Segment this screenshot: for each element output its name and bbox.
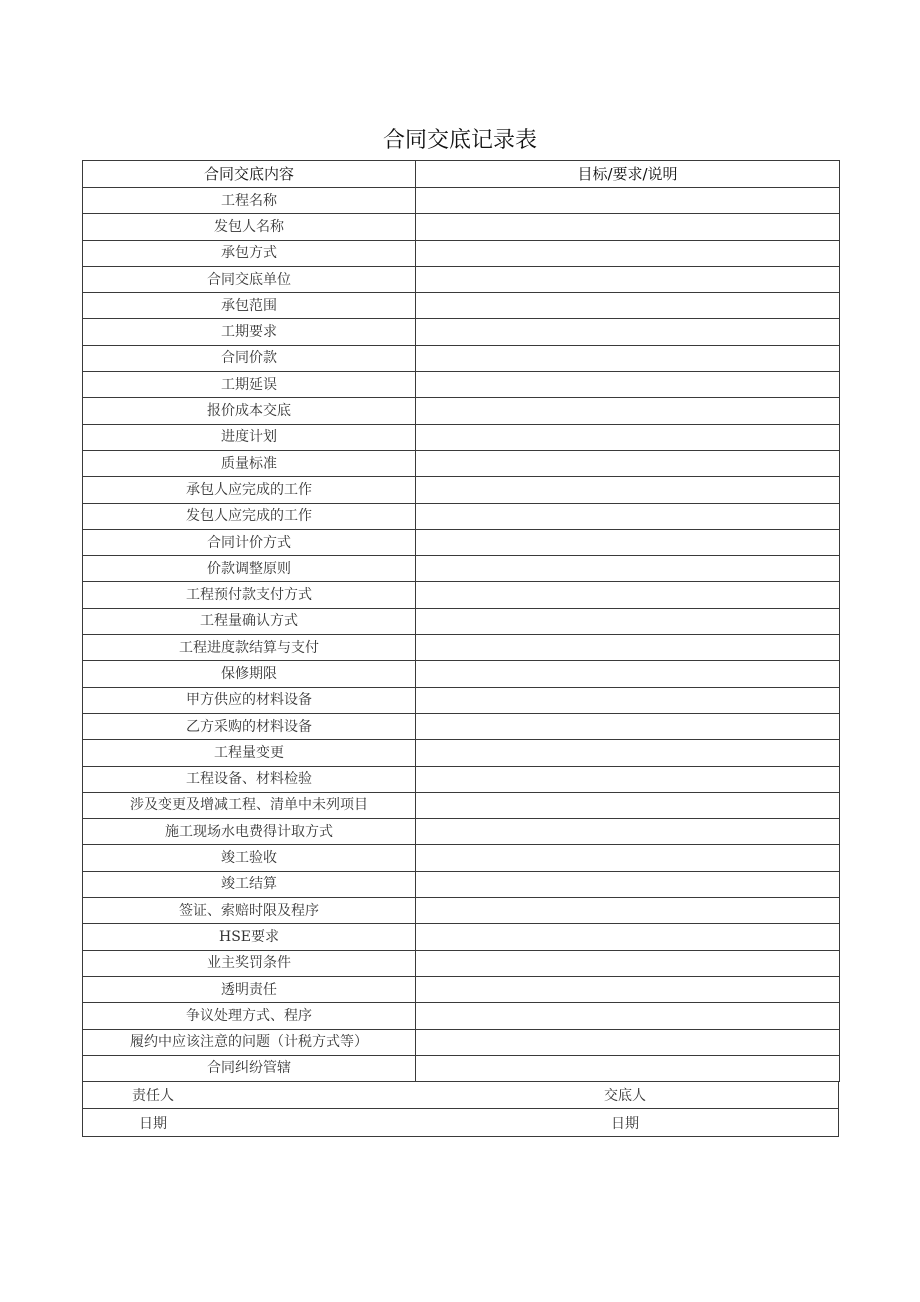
- table-row: [83, 871, 840, 897]
- row-item-label: 合同交底单位: [83, 266, 416, 292]
- row-item-label: 甲方供应的材料设备: [83, 687, 416, 713]
- signoff-row-date: [83, 1109, 839, 1137]
- row-item-value[interactable]: [416, 293, 840, 319]
- table-row: [83, 1055, 840, 1081]
- row-item-label: 发包人名称: [83, 214, 416, 240]
- table-row: [83, 713, 840, 739]
- row-item-value[interactable]: [416, 950, 840, 976]
- row-item-value[interactable]: [416, 477, 840, 503]
- table-row: [83, 556, 840, 582]
- row-item-value[interactable]: [416, 819, 840, 845]
- row-item-value[interactable]: [416, 214, 840, 240]
- row-item-label: 合同价款: [83, 345, 416, 371]
- table-row: [83, 503, 840, 529]
- row-item-label: 竣工验收: [83, 845, 416, 871]
- row-item-value[interactable]: [416, 398, 840, 424]
- row-item-label: 涉及变更及增减工程、清单中未列项目: [83, 792, 416, 818]
- table-row: [83, 345, 840, 371]
- row-item-value[interactable]: [416, 1055, 840, 1081]
- row-item-value[interactable]: [416, 266, 840, 292]
- row-item-label: 工程名称: [83, 188, 416, 214]
- table-row: [83, 976, 840, 1002]
- row-item-value[interactable]: [416, 372, 840, 398]
- header-goal-column: 目标/要求/说明: [416, 161, 840, 188]
- row-item-label: 竣工结算: [83, 871, 416, 897]
- table-row: [83, 582, 840, 608]
- table-row: [83, 687, 840, 713]
- table-row: [83, 319, 840, 345]
- row-item-label: 工期要求: [83, 319, 416, 345]
- row-item-value[interactable]: [416, 503, 840, 529]
- row-item-label: 质量标准: [83, 450, 416, 476]
- row-item-value[interactable]: [416, 582, 840, 608]
- row-item-value[interactable]: [416, 345, 840, 371]
- table-row: [83, 635, 840, 661]
- table-row: [83, 766, 840, 792]
- row-item-label: HSE要求: [83, 924, 416, 950]
- table-row: [83, 372, 840, 398]
- table-row: [83, 792, 840, 818]
- table-row: [83, 950, 840, 976]
- table-row: [83, 608, 840, 634]
- row-item-value[interactable]: [416, 608, 840, 634]
- row-item-label: 工程预付款支付方式: [83, 582, 416, 608]
- header-content-column: 合同交底内容: [83, 161, 416, 188]
- row-item-value[interactable]: [416, 450, 840, 476]
- table-row: [83, 266, 840, 292]
- row-item-label: 承包人应完成的工作: [83, 477, 416, 503]
- row-item-label: 履约中应该注意的问题（计税方式等）: [83, 1029, 416, 1055]
- row-item-value[interactable]: [416, 240, 840, 266]
- row-item-value[interactable]: [416, 635, 840, 661]
- signoff-table: [82, 1081, 839, 1137]
- row-item-value[interactable]: [416, 740, 840, 766]
- row-item-value[interactable]: [416, 661, 840, 687]
- row-item-label: 工程量确认方式: [83, 608, 416, 634]
- row-item-label: 乙方采购的材料设备: [83, 713, 416, 739]
- table-row: [83, 1029, 840, 1055]
- row-item-value[interactable]: [416, 792, 840, 818]
- row-item-label: 合同纠纷管辖: [83, 1055, 416, 1081]
- row-item-value[interactable]: [416, 898, 840, 924]
- row-item-label: 工程进度款结算与支付: [83, 635, 416, 661]
- table-row: [83, 188, 840, 214]
- responsible-person-label: 责任人: [132, 1087, 174, 1104]
- table-row: [83, 240, 840, 266]
- table-row: [83, 529, 840, 555]
- table-row: [83, 424, 840, 450]
- row-item-label: 业主奖罚条件: [83, 950, 416, 976]
- row-item-label: 施工现场水电费得计取方式: [83, 819, 416, 845]
- row-item-label: 承包方式: [83, 240, 416, 266]
- row-item-value[interactable]: [416, 529, 840, 555]
- row-item-value[interactable]: [416, 319, 840, 345]
- table-row: [83, 293, 840, 319]
- table-header-row: [83, 161, 840, 188]
- row-item-label: 保修期限: [83, 661, 416, 687]
- table-row: [83, 924, 840, 950]
- table-row: [83, 661, 840, 687]
- date-label-right: 日期: [611, 1115, 639, 1132]
- row-item-value[interactable]: [416, 424, 840, 450]
- signoff-row-responsible: [83, 1081, 839, 1109]
- row-item-label: 合同计价方式: [83, 529, 416, 555]
- handover-person-label: 交底人: [604, 1087, 646, 1104]
- row-item-value[interactable]: [416, 766, 840, 792]
- row-item-label: 工期延误: [83, 372, 416, 398]
- row-item-label: 争议处理方式、程序: [83, 1003, 416, 1029]
- row-item-value[interactable]: [416, 924, 840, 950]
- row-item-value[interactable]: [416, 845, 840, 871]
- contract-handover-table: [82, 160, 840, 1082]
- row-item-label: 承包范围: [83, 293, 416, 319]
- table-row: [83, 450, 840, 476]
- table-row: [83, 819, 840, 845]
- row-item-label: 进度计划: [83, 424, 416, 450]
- row-item-label: 工程量变更: [83, 740, 416, 766]
- date-label-left: 日期: [139, 1115, 167, 1132]
- row-item-label: 透明责任: [83, 976, 416, 1002]
- table-row: [83, 214, 840, 240]
- document-title: 合同交底记录表: [382, 128, 537, 153]
- row-item-value[interactable]: [416, 556, 840, 582]
- row-item-label: 工程设备、材料检验: [83, 766, 416, 792]
- row-item-value[interactable]: [416, 188, 840, 214]
- row-item-value[interactable]: [416, 976, 840, 1002]
- row-item-label: 发包人应完成的工作: [83, 503, 416, 529]
- table-row: [83, 898, 840, 924]
- table-row: [83, 398, 840, 424]
- row-item-label: 价款调整原则: [83, 556, 416, 582]
- table-row: [83, 740, 840, 766]
- row-item-value[interactable]: [416, 687, 840, 713]
- row-item-label: 报价成本交底: [83, 398, 416, 424]
- row-item-value[interactable]: [416, 1029, 840, 1055]
- row-item-value[interactable]: [416, 1003, 840, 1029]
- table-row: [83, 1003, 840, 1029]
- row-item-value[interactable]: [416, 871, 840, 897]
- table-row: [83, 845, 840, 871]
- row-item-value[interactable]: [416, 713, 840, 739]
- row-item-label: 签证、索赔时限及程序: [83, 898, 416, 924]
- table-row: [83, 477, 840, 503]
